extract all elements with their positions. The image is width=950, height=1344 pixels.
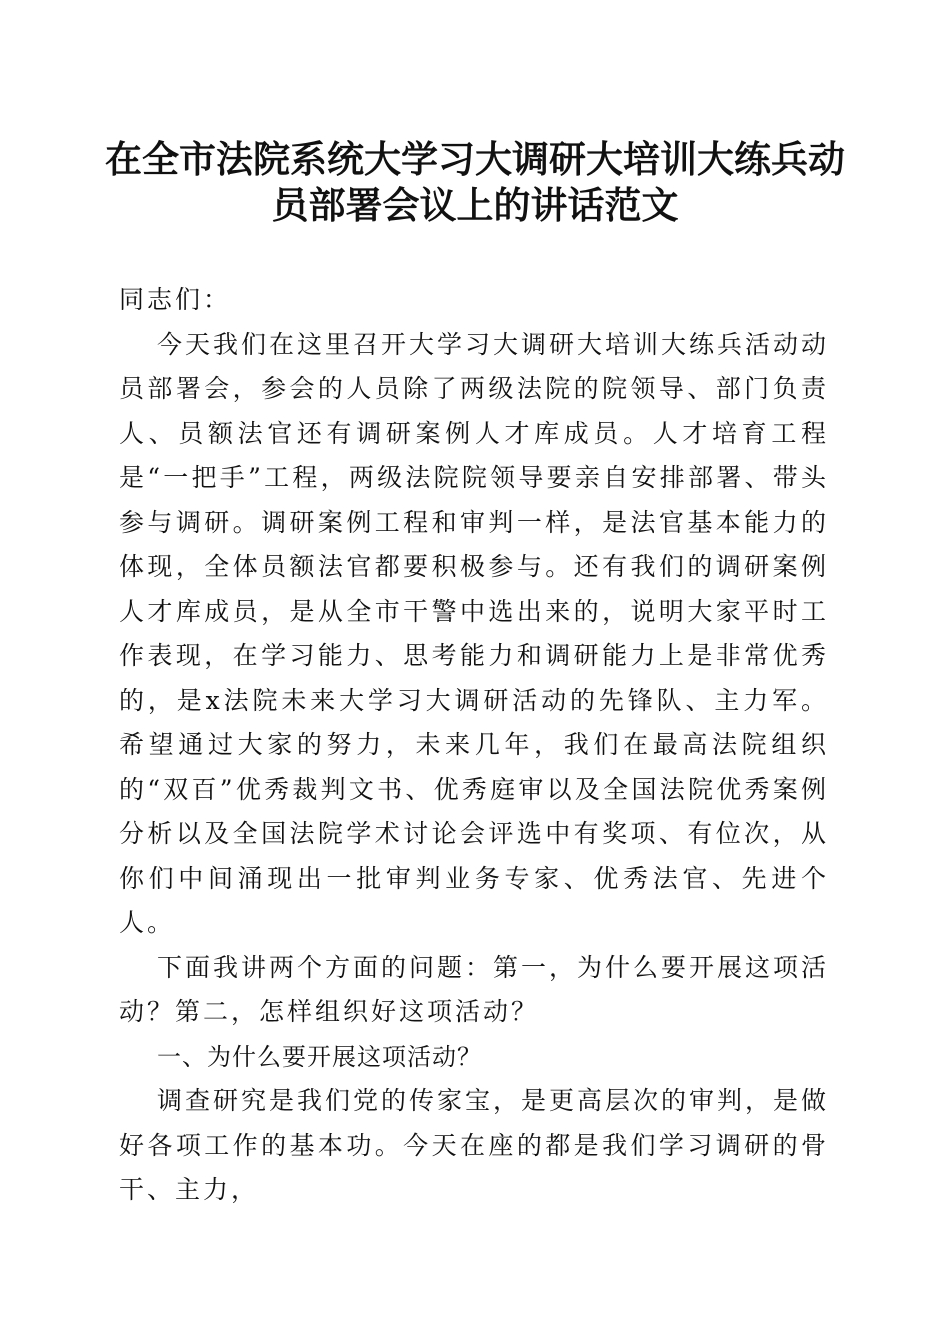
body-paragraph: 下面我讲两个方面的问题：第一，为什么要开展这项活动？第二，怎样组织好这项活动？ bbox=[119, 952, 830, 1026]
body-paragraph: 今天我们在这里召开大学习大调研大培训大练兵活动动员部署会，参会的人员除了两级法院的院领导、部门负责人、员额法官还有调研案例人才库成员。人才培育工程是“一把手”工程，两级法院院领导要亲自安排部署、带头参与调研。调研案例工程和审判一样，是法官基本能力的体现，全体员额法官都要积极参与。还有我们的调研案例人才库成员，是从全市干警中选出来的，说明大家平时工作表现，在学习能力、思考能力和调研能力上是非常优秀的，是x法院未来大学习大调研活动的先锋队、主力军。希望通过大家的努力，未来几年，我们在最高法院组织的“双百”优秀裁判文书、优秀庭审以及全国法院优秀案例分析以及全国法院学术讨论会评选中有奖项、有位次，从你们中间涌现出一批审判业务专家、优秀法官、先进个人。 bbox=[119, 329, 830, 937]
document-title: 在全市法院系统大学习大调研大培训大练兵动员部署会议上的讲话范文 bbox=[105, 137, 845, 227]
section-heading: 一、为什么要开展这项活动？ bbox=[157, 1042, 482, 1071]
salutation: 同志们： bbox=[119, 285, 232, 314]
document-body bbox=[119, 278, 829, 1213]
section-paragraph: 调查研究是我们党的传家宝，是更高层次的审判，是做好各项工作的基本功。今天在座的都是我们学习调研的骨干、主力， bbox=[119, 1086, 830, 1204]
